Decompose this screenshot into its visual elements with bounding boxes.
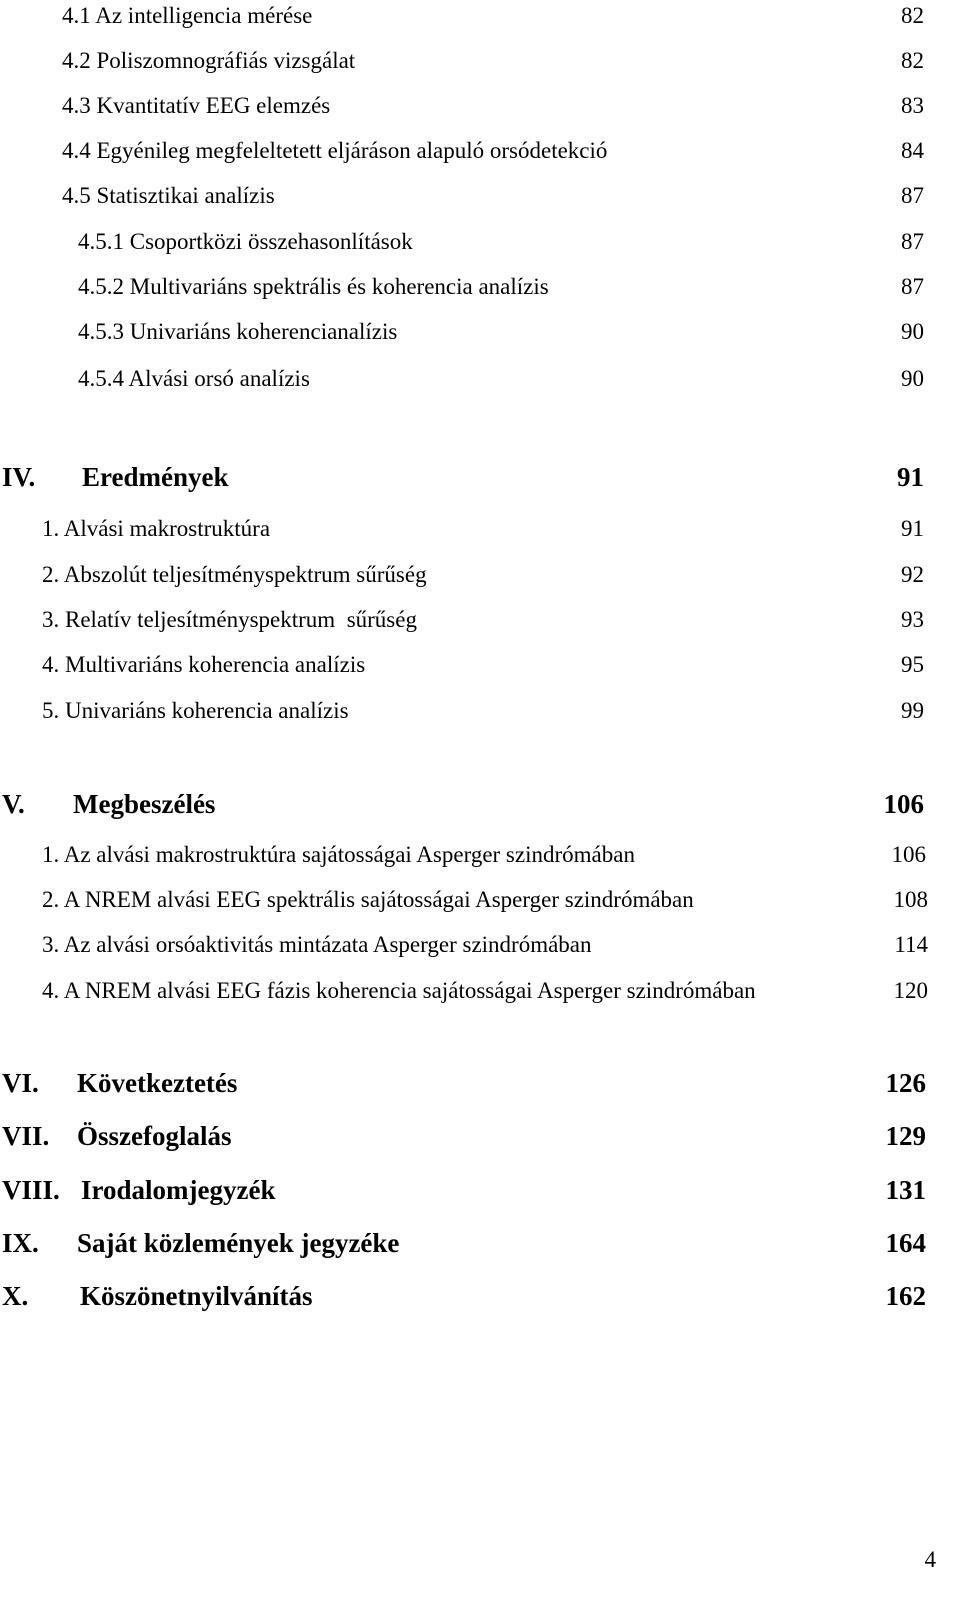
toc-entry-number: 4.2 (62, 48, 91, 73)
toc-entry-title: A NREM alvási EEG fázis koherencia sajátosságai Asperger szindrómában (63, 978, 756, 1003)
toc-section-heading (2, 1283, 926, 1310)
toc-entry (78, 275, 924, 298)
toc-section-heading (2, 1070, 926, 1097)
toc-entry-page: 87 (901, 183, 924, 208)
toc-entry (78, 367, 924, 390)
toc-entry-number: 5. (42, 698, 60, 723)
toc-entry-title: Multivariáns koherencia analízis (65, 652, 366, 677)
toc-entry-page: 108 (893, 887, 928, 912)
toc-entry-number: 4.5.2 (78, 274, 124, 299)
toc-section-page: 164 (885, 1228, 926, 1258)
toc-entry-title: Alvási orsó analízis (128, 366, 310, 391)
toc-entry-number: 1. (42, 516, 60, 541)
toc-entry-page: 90 (901, 366, 924, 391)
toc-entry (42, 699, 924, 722)
toc-section-page: 126 (885, 1068, 926, 1098)
toc-section-number: VI. (2, 1068, 39, 1098)
toc-entry-title: A NREM alvási EEG spektrális sajátosságai Asperger szindrómában (63, 887, 694, 912)
toc-entry-page: 82 (901, 3, 924, 28)
toc-section-heading (2, 791, 924, 818)
toc-section-heading (2, 1177, 926, 1204)
toc-entry-title: Univariáns koherencianalízis (129, 319, 398, 344)
toc-entry-page: 90 (901, 319, 924, 344)
toc-entry-title: Abszolút teljesítményspektrum sűrűség (63, 562, 427, 587)
toc-entry-number: 4. (42, 978, 60, 1003)
toc-entry-title: Egyénileg megfeleltetett eljáráson alapuló orsódetekció (96, 138, 608, 163)
toc-entry-page: 99 (901, 698, 924, 723)
toc-entry (78, 230, 924, 253)
toc-entry (42, 608, 924, 631)
toc-section-title: Irodalomjegyzék (81, 1175, 276, 1205)
toc-entry-number: 4.5.1 (78, 229, 124, 254)
toc-entry-title: Csoportközi összehasonlítások (129, 229, 413, 254)
toc-section-heading (2, 1123, 926, 1150)
toc-entry (78, 320, 924, 343)
toc-entry (62, 49, 924, 72)
toc-entry-page: 83 (901, 93, 924, 118)
toc-section-title: Saját közlemények jegyzéke (77, 1228, 400, 1258)
toc-section-title: Megbeszélés (73, 789, 216, 819)
toc-section-title: Összefoglalás (77, 1121, 232, 1151)
toc-entry-page: 87 (901, 229, 924, 254)
toc-section-page: 91 (897, 462, 924, 492)
toc-section-heading (2, 464, 924, 491)
toc-section-page: 162 (885, 1281, 926, 1311)
toc-entry-title: Multivariáns spektrális és koherencia analízis (129, 274, 549, 299)
toc-entry-title: Statisztikai analízis (96, 183, 275, 208)
toc-entry-page: 91 (901, 516, 924, 541)
toc-entry (62, 184, 924, 207)
toc-entry (62, 4, 924, 27)
toc-entry-number: 2. (42, 887, 60, 912)
toc-section-title: Eredmények (82, 462, 229, 492)
toc-entry-number: 4. (42, 652, 60, 677)
toc-entry (42, 888, 928, 911)
toc-entry-number: 4.4 (62, 138, 91, 163)
toc-entry-page: 106 (891, 842, 926, 867)
toc-section-title: Következtetés (77, 1068, 238, 1098)
toc-entry (42, 563, 924, 586)
toc-entry-title: Az alvási makrostruktúra sajátosságai Asperger szindrómában (63, 842, 635, 867)
toc-entry-page: 93 (901, 607, 924, 632)
toc-section-number: V. (2, 789, 25, 819)
toc-section-heading (2, 1230, 926, 1257)
toc-entry-number: 1. (42, 842, 60, 867)
toc-section-number: IV. (2, 462, 36, 492)
toc-entry-number: 4.1 (62, 3, 91, 28)
toc-entry-number: 2. (42, 562, 60, 587)
toc-entry-title: Univariáns koherencia analízis (65, 698, 349, 723)
toc-entry-title: Alvási makrostruktúra (63, 516, 271, 541)
toc-entry-number: 4.3 (62, 93, 91, 118)
toc-entry-page: 87 (901, 274, 924, 299)
toc-entry-page: 120 (893, 978, 928, 1003)
toc-entry (42, 653, 924, 676)
toc-section-page: 131 (885, 1175, 926, 1205)
toc-entry (42, 933, 928, 956)
toc-section-number: X. (2, 1281, 29, 1311)
toc-entry-number: 3. (42, 607, 60, 632)
toc-entry-title: Az intelligencia mérése (95, 3, 313, 28)
toc-section-number: VIII. (2, 1175, 60, 1205)
toc-section-page: 129 (885, 1121, 926, 1151)
toc-section-title: Köszönetnyilvánítás (80, 1281, 313, 1311)
toc-entry-page: 95 (901, 652, 924, 677)
toc-entry-number: 4.5.3 (78, 319, 124, 344)
page-number: 4 (924, 1547, 936, 1572)
toc-entry-page: 84 (901, 138, 924, 163)
toc-entry (42, 979, 928, 1002)
toc-section-page: 106 (883, 789, 924, 819)
toc-section-number: VII. (2, 1121, 50, 1151)
toc-entry-page: 82 (901, 48, 924, 73)
toc-entry-page: 114 (894, 932, 928, 957)
toc-entry-number: 4.5.4 (78, 366, 124, 391)
toc-entry-title: Kvantitatív EEG elemzés (96, 93, 331, 118)
toc-entry-title: Relatív teljesítményspektrum sűrűség (65, 607, 417, 632)
toc-entry (42, 843, 926, 866)
toc-entry (62, 94, 924, 117)
toc-entry-number: 3. (42, 932, 60, 957)
toc-entry (42, 517, 924, 540)
toc-entry-page: 92 (901, 562, 924, 587)
toc-section-number: IX. (2, 1228, 39, 1258)
toc-entry-title: Az alvási orsóaktivitás mintázata Asperger szindrómában (63, 932, 592, 957)
toc-entry (62, 139, 924, 162)
toc-entry-title: Poliszomnográfiás vizsgálat (96, 48, 356, 73)
toc-entry-number: 4.5 (62, 183, 91, 208)
